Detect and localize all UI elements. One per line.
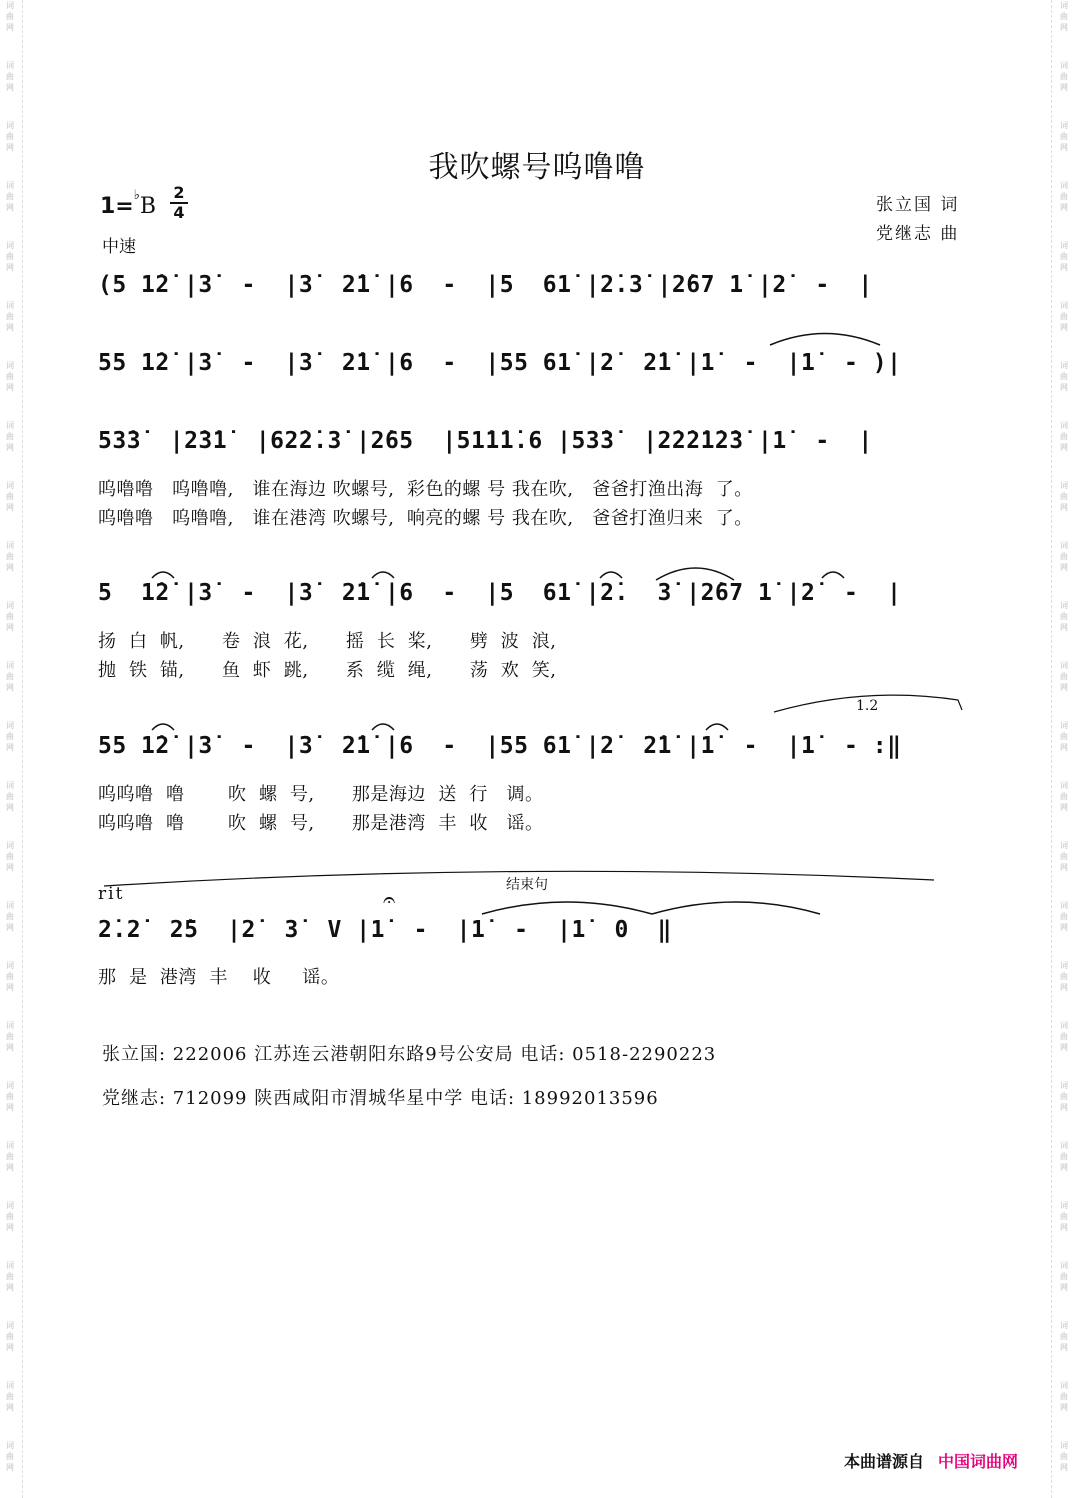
tie-ending-a: [482, 902, 652, 914]
watermark-text: 词 曲 网: [6, 361, 14, 392]
lyrics-verse2-line-b: 抛 铁 锚, 鱼 虾 跳, 系 缆 绳, 荡 欢 笑,: [98, 660, 557, 681]
watermark-text: 词 曲 网: [6, 601, 14, 632]
watermark-text: 词 曲 网: [6, 121, 14, 152]
time-signature-bottom: 4: [170, 202, 188, 222]
flat-sign: ♭: [133, 188, 140, 203]
fermata-icon: 𝄐: [383, 888, 396, 913]
watermark-text: 词 曲 网: [6, 1201, 14, 1232]
slur-line5-b: [372, 724, 394, 730]
slur-line4-b: [372, 572, 394, 578]
watermark-text: 词 曲 网: [1060, 601, 1068, 632]
source-label: 本曲谱源自: [844, 1452, 925, 1471]
watermark-text: 词 曲 网: [6, 241, 14, 272]
watermark-text: 词 曲 网: [6, 181, 14, 212]
volta-label: 1.2: [856, 698, 879, 714]
watermark-text: 词 曲 网: [6, 1081, 14, 1112]
watermark-text: 词 曲 网: [1060, 841, 1068, 872]
rit-phrase-arc: [104, 871, 934, 886]
slur-line5-a: [152, 724, 174, 730]
watermark-text: 词 曲 网: [1060, 661, 1068, 692]
watermark-text: 词 曲 网: [1060, 241, 1068, 272]
watermark-text: 词 曲 网: [6, 481, 14, 512]
watermark-text: 词 曲 网: [1060, 1441, 1068, 1472]
watermark-text: 词 曲 网: [6, 1261, 14, 1292]
notation-line-6: 2̇.2̇ 2̇5 |2̇ 3̇ V |1̇ - |1̇ - |1̇ 0 ‖: [98, 917, 672, 943]
watermark-text: 词 曲 网: [1060, 121, 1068, 152]
watermark-text: 词 曲 网: [1060, 1201, 1068, 1232]
lyrics-verse3-line-a: 呜呜噜 噜 吹 螺 号, 那是海边 送 行 调。: [98, 784, 544, 805]
notation-line-3: 53̇3̇ |2̇3̇1̇ |62̇2̇.3̇ |2̇65 |51̇1̇1̇.6 |53̇3̇ |2̇2̇2̇1̇2̇3̇ |1̇ - |: [98, 428, 873, 454]
watermark-text: 词 曲 网: [6, 721, 14, 752]
watermark-text: 词 曲 网: [6, 1021, 14, 1052]
key-signature: 1=♭B: [100, 188, 157, 219]
slur-line4-e: [822, 572, 844, 578]
watermark-text: 词 曲 网: [1060, 781, 1068, 812]
watermark-text: 词 曲 网: [6, 301, 14, 332]
watermark-text: 词 曲 网: [6, 1141, 14, 1172]
watermark-text: 词 曲 网: [1060, 1261, 1068, 1292]
lyrics-verse1-line-a: 呜噜噜 呜噜噜, 谁在海边 吹螺号, 彩色的螺 号 我在吹, 爸爸打渔出海 了。: [98, 479, 753, 500]
tempo-marking: 中速: [102, 237, 136, 257]
notation-line-4: 5 1̇2̇ |3̇ - |3̇ 2̇1̇ |6 - |5 61̇ |2̇. 3̇ |2̇67 1̇ |2̇ - |: [98, 580, 902, 606]
notation-line-2: 55 1̇2̇ |3̇ - |3̇ 2̇1̇ |6 - |55 61̇ |2̇ 2̇1̇ |1̇ - |1̇ - )|: [98, 350, 902, 376]
song-title: 我吹螺号呜噜噜: [428, 150, 646, 185]
watermark-text: 词 曲 网: [6, 1441, 14, 1472]
slur-line4-a: [152, 572, 174, 578]
watermark-text: 词 曲 网: [1060, 421, 1068, 452]
watermark-text: 词 曲 网: [6, 841, 14, 872]
watermark-text: 词 曲 网: [6, 421, 14, 452]
watermark-text: 词 曲 网: [1060, 1381, 1068, 1412]
watermark-text: 词 曲 网: [1060, 301, 1068, 332]
watermark-text: 词 曲 网: [6, 661, 14, 692]
watermark-text: 词 曲 网: [1060, 1021, 1068, 1052]
tie-ending-b: [652, 902, 820, 914]
volta-bracket: [774, 695, 962, 712]
watermark-text: 词 曲 网: [1060, 961, 1068, 992]
watermark-text: 词 曲 网: [6, 961, 14, 992]
watermark-text: 词 曲 网: [6, 1381, 14, 1412]
watermark-text: 词 曲 网: [1060, 361, 1068, 392]
watermark-text: 词 曲 网: [6, 901, 14, 932]
watermark-text: 词 曲 网: [6, 541, 14, 572]
lyricist-credit: 张立国 词: [876, 195, 960, 215]
watermark-text: 词 曲 网: [1060, 61, 1068, 92]
watermark-text: 词 曲 网: [1060, 181, 1068, 212]
watermark-text: 词 曲 网: [1060, 1081, 1068, 1112]
watermark-text: 词 曲 网: [1060, 1, 1068, 32]
watermark-text: 词 曲 网: [6, 781, 14, 812]
watermark-text: 词 曲 网: [1060, 541, 1068, 572]
watermark-text: 词 曲 网: [1060, 901, 1068, 932]
watermark-text: 词 曲 网: [6, 61, 14, 92]
lyrics-ending-line: 那 是 港湾 丰 收 谣。: [98, 967, 340, 988]
notation-line-1: (5 1̇2̇ |3̇ - |3̇ 2̇1̇ |6 - |5 61̇ |2̇.3̇ |2̇67 1̇ |2̇ - |: [98, 272, 873, 298]
lyrics-verse1-line-b: 呜噜噜 呜噜噜, 谁在港湾 吹螺号, 响亮的螺 号 我在吹, 爸爸打渔归来 了。: [98, 508, 753, 529]
lyrics-verse3-line-b: 呜呜噜 噜 吹 螺 号, 那是港湾 丰 收 谣。: [98, 813, 544, 834]
source-site-link[interactable]: 中国词曲网: [938, 1452, 1019, 1471]
watermark-text: 词 曲 网: [1060, 721, 1068, 752]
contact-lyricist: 张立国: 222006 江苏连云港朝阳东路9号公安局 电话: 0518-2290223: [102, 1044, 717, 1065]
watermark-text: 词 曲 网: [1060, 1141, 1068, 1172]
ending-label: 结束句: [506, 877, 548, 893]
composer-credit: 党继志 曲: [876, 224, 960, 244]
watermark-text: 词 曲 网: [6, 1321, 14, 1352]
time-signature-top: 2: [173, 183, 185, 202]
slur-line5-c: [706, 724, 728, 730]
contact-composer: 党继志: 712099 陕西咸阳市渭城华星中学 电话: 18992013596: [102, 1088, 659, 1109]
slur-line4-c: [600, 572, 622, 578]
lyrics-verse2-line-a: 扬 白 帆, 卷 浪 花, 摇 长 桨, 劈 波 浪,: [98, 631, 557, 652]
notation-line-5: 55 1̇2̇ |3̇ - |3̇ 2̇1̇ |6 - |55 61̇ |2̇ 2̇1̇ |1̇ - |1̇ - :‖: [98, 733, 902, 759]
watermark-text: 词 曲 网: [1060, 481, 1068, 512]
rit-marking: rit: [98, 884, 125, 904]
slur-line4-d: [656, 568, 734, 580]
watermark-text: 词 曲 网: [1060, 1321, 1068, 1352]
watermark-text: 词 曲 网: [6, 1, 14, 32]
slur-line2: [770, 334, 880, 346]
